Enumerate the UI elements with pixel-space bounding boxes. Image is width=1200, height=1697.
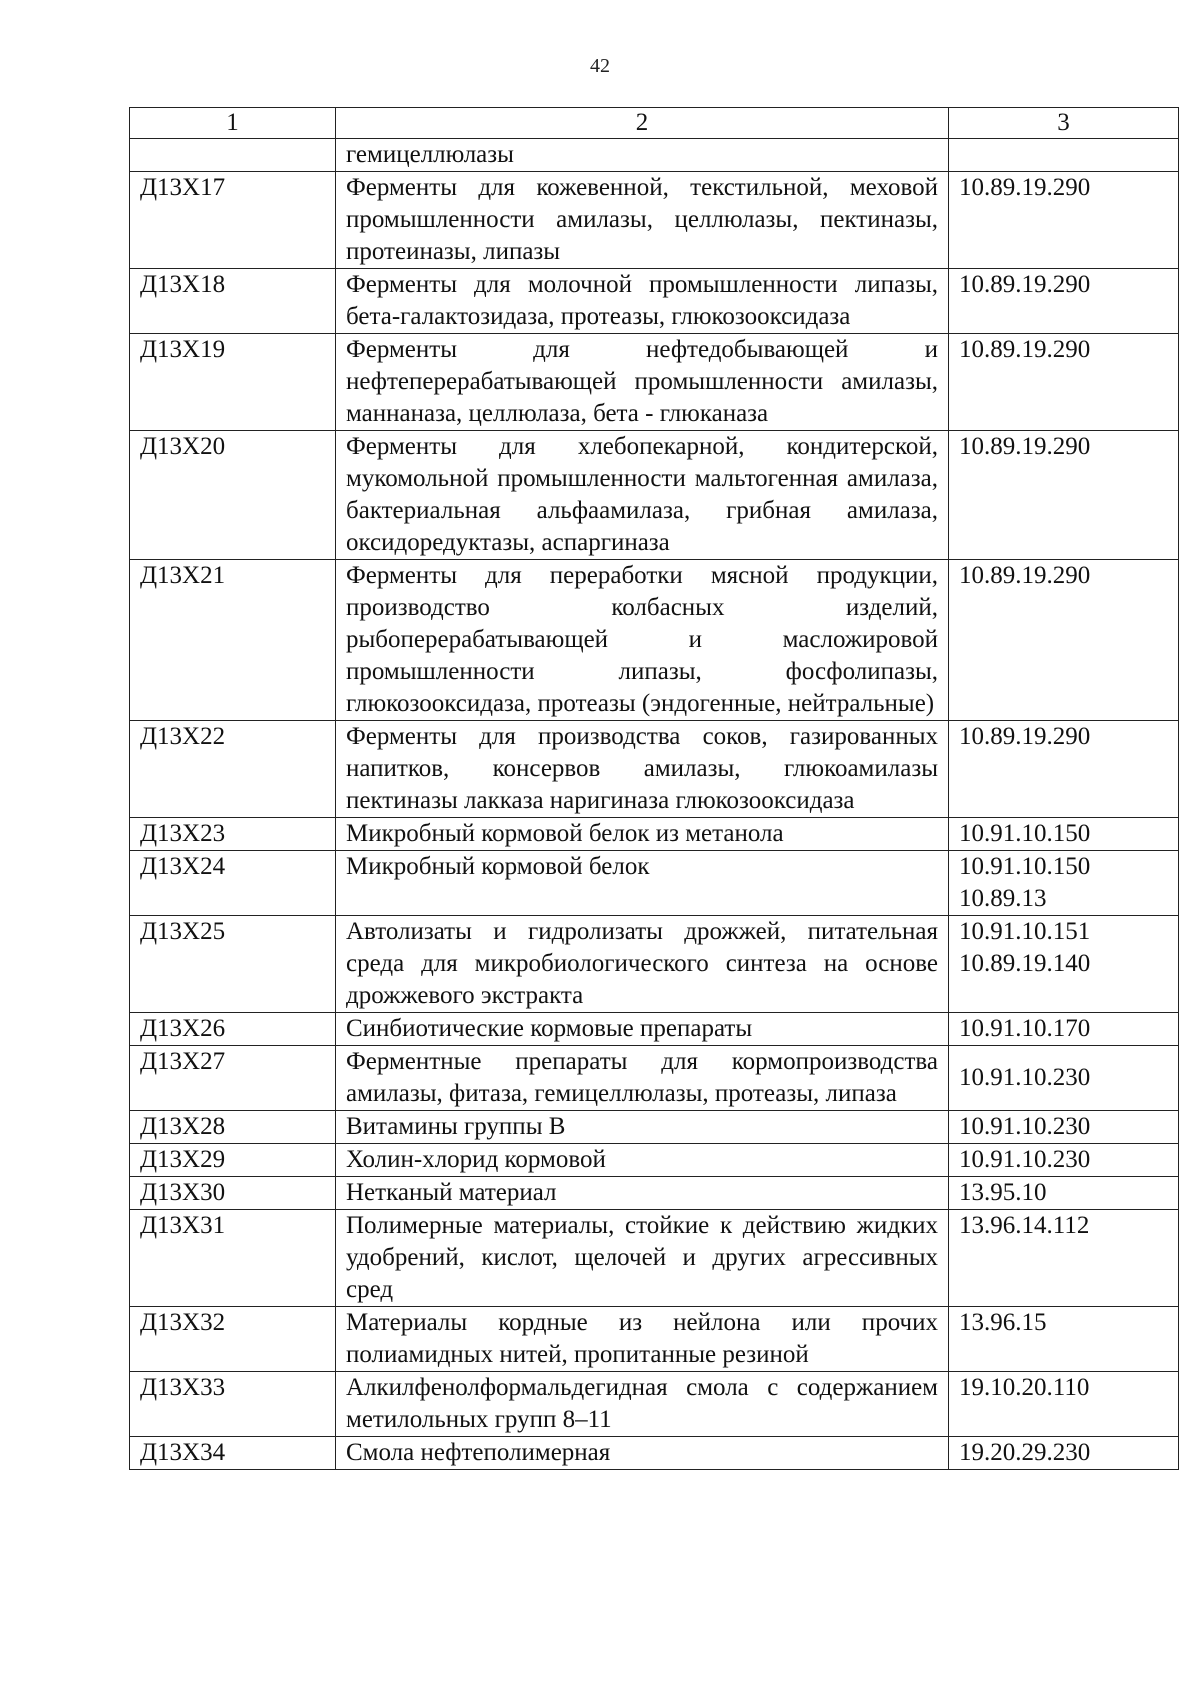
header-col-1: 1 (130, 108, 336, 139)
row-code-cell: Д13Х29 (130, 1144, 336, 1177)
row-okpd-cell (949, 1307, 1179, 1372)
table-row (130, 1111, 1179, 1144)
row-name-cell: Микробный кормовой белок из метанола (336, 818, 949, 851)
row-code-cell: Д13Х17 (130, 172, 336, 269)
table-row (130, 334, 1179, 431)
row-name-cell: Материалы кордные из нейлона или прочих полиамидных нитей, пропитанные резиной (336, 1307, 949, 1372)
row-name-cell: Ферменты для кожевенной, текстильной, меховой промышленности амилазы, целлюлазы, пектиназы, протеиназы, липазы (336, 172, 949, 269)
row-name-cell: Синбиотические кормовые препараты (336, 1013, 949, 1046)
row-name-cell: Витамины группы В (336, 1111, 949, 1144)
row-okpd-cell (949, 1210, 1179, 1307)
row-okpd-cell (949, 1046, 1179, 1111)
row-code-cell: Д13Х34 (130, 1437, 336, 1470)
row-name-cell: Микробный кормовой белок (336, 851, 949, 916)
okpd-code: 13.96.14.112 (959, 1212, 1090, 1239)
row-code-cell: Д13Х33 (130, 1372, 336, 1437)
okpd-code: 10.89.13 (959, 885, 1047, 912)
row-okpd-cell (949, 1013, 1179, 1046)
row-name-cell: Ферментные препараты для кормопроизводства амилазы, фитаза, гемицеллюлазы, протеазы, липаза (336, 1046, 949, 1111)
row-okpd-cell (949, 269, 1179, 334)
row-name-cell: Ферменты для молочной промышленности липазы, бета-галактозидаза, протеазы, глюкозооксидаза (336, 269, 949, 334)
table-row (130, 1307, 1179, 1372)
okpd-code: 10.89.19.290 (959, 723, 1091, 750)
row-code-cell: Д13Х23 (130, 818, 336, 851)
header-col-2: 2 (336, 108, 949, 139)
okpd-code: 10.89.19.290 (959, 271, 1091, 298)
page-number: 42 (590, 55, 610, 77)
okpd-code: 10.91.10.151 (959, 918, 1091, 945)
row-okpd-cell (949, 1437, 1179, 1470)
table-row (130, 1372, 1179, 1437)
row-code-cell (130, 139, 336, 172)
row-name-cell: Полимерные материалы, стойкие к действию жидких удобрений, кислот, щелочей и других агрессивных сред (336, 1210, 949, 1307)
okpd-code: 10.91.10.230 (959, 1146, 1091, 1173)
row-okpd-cell (949, 1372, 1179, 1437)
table-row (130, 269, 1179, 334)
table-row (130, 1177, 1179, 1210)
table-row (130, 818, 1179, 851)
okpd-code: 10.89.19.290 (959, 174, 1091, 201)
row-name-cell: Ферменты для переработки мясной продукции, производство колбасных изделий, рыбоперерабатывающей и масложировой промышленности липазы, фосфолипазы, глюкозооксидаза, протеазы (эндогенные, нейтральные) (336, 560, 949, 721)
row-code-cell: Д13Х32 (130, 1307, 336, 1372)
table-row (130, 560, 1179, 721)
row-name-cell: Нетканый материал (336, 1177, 949, 1210)
row-name-cell: Смола нефтеполимерная (336, 1437, 949, 1470)
row-code-cell: Д13Х30 (130, 1177, 336, 1210)
okpd-code: 10.89.19.290 (959, 562, 1091, 589)
row-code-cell: Д13Х27 (130, 1046, 336, 1111)
okpd-code: 10.91.10.230 (959, 1113, 1091, 1140)
row-okpd-cell (949, 560, 1179, 721)
table-row (130, 1046, 1179, 1111)
row-okpd-cell (949, 1111, 1179, 1144)
row-name-cell: гемицеллюлазы (336, 139, 949, 172)
row-code-cell: Д13Х24 (130, 851, 336, 916)
table-row (130, 139, 1179, 172)
table-row (130, 1144, 1179, 1177)
okpd-code: 13.95.10 (959, 1179, 1047, 1206)
okpd-code: 10.91.10.150 (959, 853, 1091, 880)
row-okpd-cell (949, 1177, 1179, 1210)
row-name-cell: Холин-хлорид кормовой (336, 1144, 949, 1177)
classification-table (129, 107, 1179, 1470)
header-col-3: 3 (949, 108, 1179, 139)
row-name-cell: Автолизаты и гидролизаты дрожжей, питательная среда для микробиологического синтеза на основе дрожжевого экстракта (336, 916, 949, 1013)
okpd-code: 10.91.10.170 (959, 1015, 1091, 1042)
okpd-code: 19.10.20.110 (959, 1374, 1090, 1401)
okpd-code: 19.20.29.230 (959, 1439, 1091, 1466)
table-row (130, 916, 1179, 1013)
row-code-cell: Д13Х20 (130, 431, 336, 560)
row-okpd-cell (949, 721, 1179, 818)
row-code-cell: Д13Х19 (130, 334, 336, 431)
row-name-cell: Ферменты для хлебопекарной, кондитерской, мукомольной промышленности мальтогенная амилаза, бактериальная альфаамилаза, грибная амилаза, оксидоредуктазы, аспаргиназа (336, 431, 949, 560)
row-okpd-cell (949, 1144, 1179, 1177)
table-row (130, 172, 1179, 269)
okpd-code: 10.89.19.290 (959, 336, 1091, 363)
row-okpd-cell (949, 916, 1179, 1013)
row-code-cell: Д13Х22 (130, 721, 336, 818)
row-okpd-cell (949, 139, 1179, 172)
okpd-code: 13.96.15 (959, 1309, 1047, 1336)
okpd-code: 10.91.10.150 (959, 820, 1091, 847)
row-name-cell: Алкилфенолформальдегидная смола с содержанием метилольных групп 8–11 (336, 1372, 949, 1437)
row-okpd-cell (949, 818, 1179, 851)
row-code-cell: Д13Х21 (130, 560, 336, 721)
table-row (130, 851, 1179, 916)
row-okpd-cell (949, 334, 1179, 431)
row-code-cell: Д13Х31 (130, 1210, 336, 1307)
row-okpd-cell (949, 851, 1179, 916)
row-name-cell: Ферменты для нефтедобывающей и нефтеперерабатывающей промышленности амилазы, маннаназа, целлюлаза, бета - глюканаза (336, 334, 949, 431)
okpd-code: 10.89.19.140 (959, 950, 1091, 977)
row-code-cell: Д13Х28 (130, 1111, 336, 1144)
okpd-code: 10.91.10.230 (959, 1064, 1091, 1091)
table-row (130, 1210, 1179, 1307)
row-code-cell: Д13Х26 (130, 1013, 336, 1046)
row-code-cell: Д13Х25 (130, 916, 336, 1013)
row-okpd-cell (949, 172, 1179, 269)
table-row (130, 1013, 1179, 1046)
table-row (130, 721, 1179, 818)
row-name-cell: Ферменты для производства соков, газированных напитков, консервов амилазы, глюкоамилазы пектиназы лакказа наригиназа глюкозооксидаза (336, 721, 949, 818)
row-code-cell: Д13Х18 (130, 269, 336, 334)
okpd-code: 10.89.19.290 (959, 433, 1091, 460)
table-row (130, 431, 1179, 560)
table-header-row (130, 108, 1179, 139)
row-okpd-cell (949, 431, 1179, 560)
table-row (130, 1437, 1179, 1470)
